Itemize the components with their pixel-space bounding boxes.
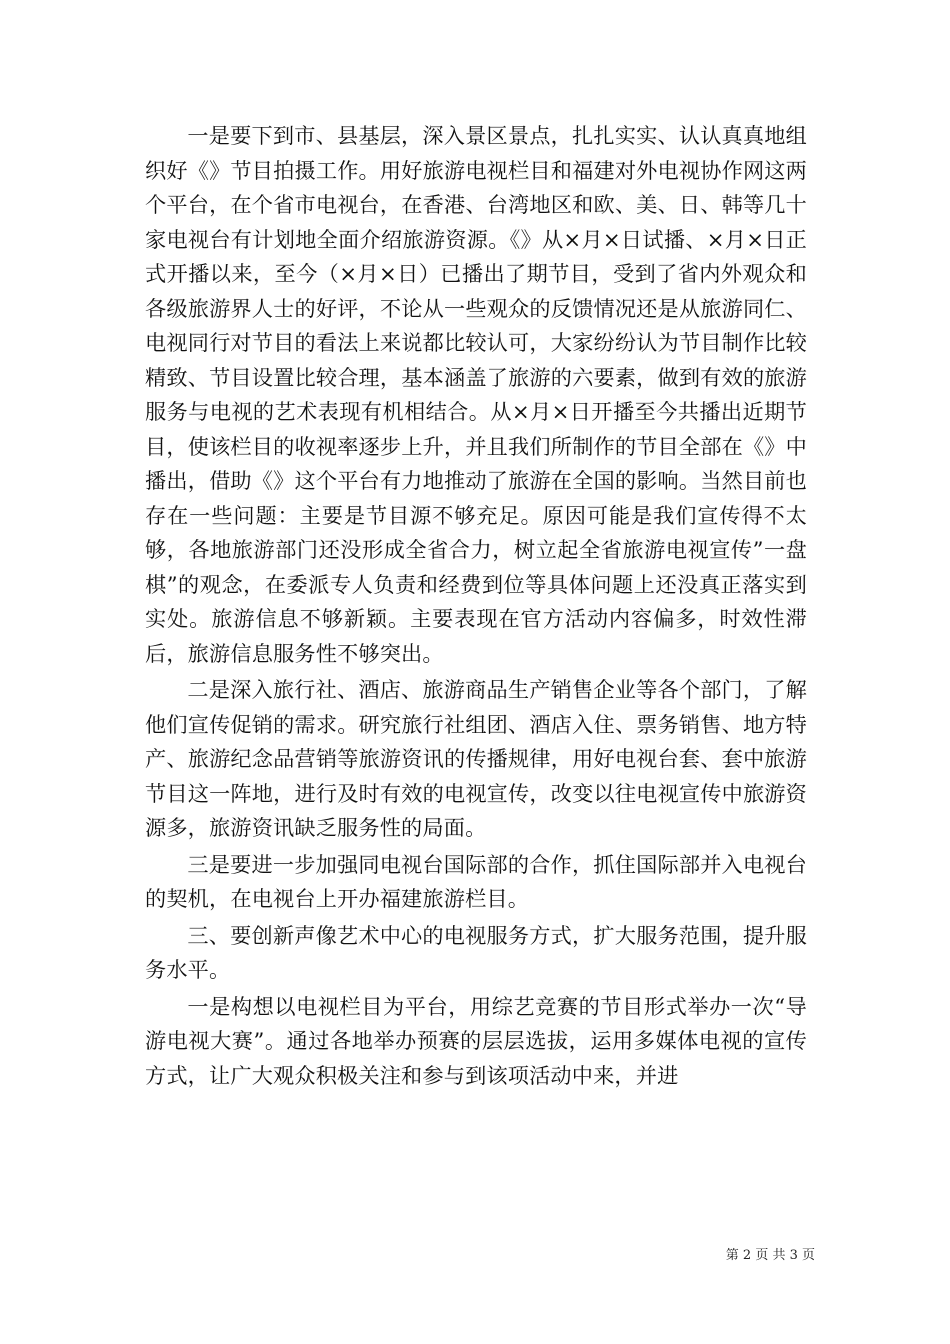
paragraph-5: 一是构想以电视栏目为平台，用综艺竞赛的节目形式举办一次“导游电视大赛”。通过各地举办预赛的层层选拔，运用多媒体电视的宣传方式，让广大观众积极关注和参与到该项活动中来，并进 bbox=[145, 993, 807, 1088]
paragraph-2: 二是深入旅行社、酒店、旅游商品生产销售企业等各个部门，了解他们宣传促销的需求。研究旅行社组团、酒店入住、票务销售、地方特产、旅游纪念品营销等旅游资讯的传播规律，用好电视台套、套中旅游节目这一阵地，进行及时有效的电视宣传，改变以往电视宣传中旅游资源多，旅游资讯缺乏服务性的局面。 bbox=[145, 677, 807, 840]
document-body bbox=[145, 119, 807, 1093]
paragraph-3: 三是要进一步加强同电视台国际部的合作，抓住国际部并入电视台的契机，在电视台上开办福建旅游栏目。 bbox=[145, 851, 807, 911]
page-number: 第 2 页 共 3 页 bbox=[725, 1248, 815, 1263]
paragraph-1: 一是要下到市、县基层，深入景区景点，扎扎实实、认认真真地组织好《》节目拍摄工作。用好旅游电视栏目和福建对外电视协作网这两个平台，在个省市电视台，在香港、台湾地区和欧、美、日、韩等几十家电视台有计划地全面介绍旅游资源。《》从×月×日试播、×月×日正式开播以来，至今（×月×日）已播出了期节目，受到了省内外观众和各级旅游界人士的好评，不论从一些观众的反馈情况还是从旅游同仁、电视同行对节目的看法上来说都比较认可，大家纷纷认为节目制作比较精致、节目设置比较合理，基本涵盖了旅游的六要素，做到有效的旅游服务与电视的艺术表现有机相结合。从×月×日开播至今共播出近期节目，使该栏目的收视率逐步上升，并且我们所制作的节目全部在《》中播出，借助《》这个平台有力地推动了旅游在全国的影响。当然目前也存在一些问题：主要是节目源不够充足。原因可能是我们宣传得不太够，各地旅游部门还没形成全省合力，树立起全省旅游电视宣传”一盘棋”的观念，在委派专人负责和经费到位等具体问题上还没真正落实到实处。旅游信息不够新颖。主要表现在官方活动内容偏多，时效性滞后，旅游信息服务性不够突出。 bbox=[145, 123, 807, 666]
paragraph-4: 三、要创新声像艺术中心的电视服务方式，扩大服务范围，提升服务水平。 bbox=[145, 922, 807, 982]
